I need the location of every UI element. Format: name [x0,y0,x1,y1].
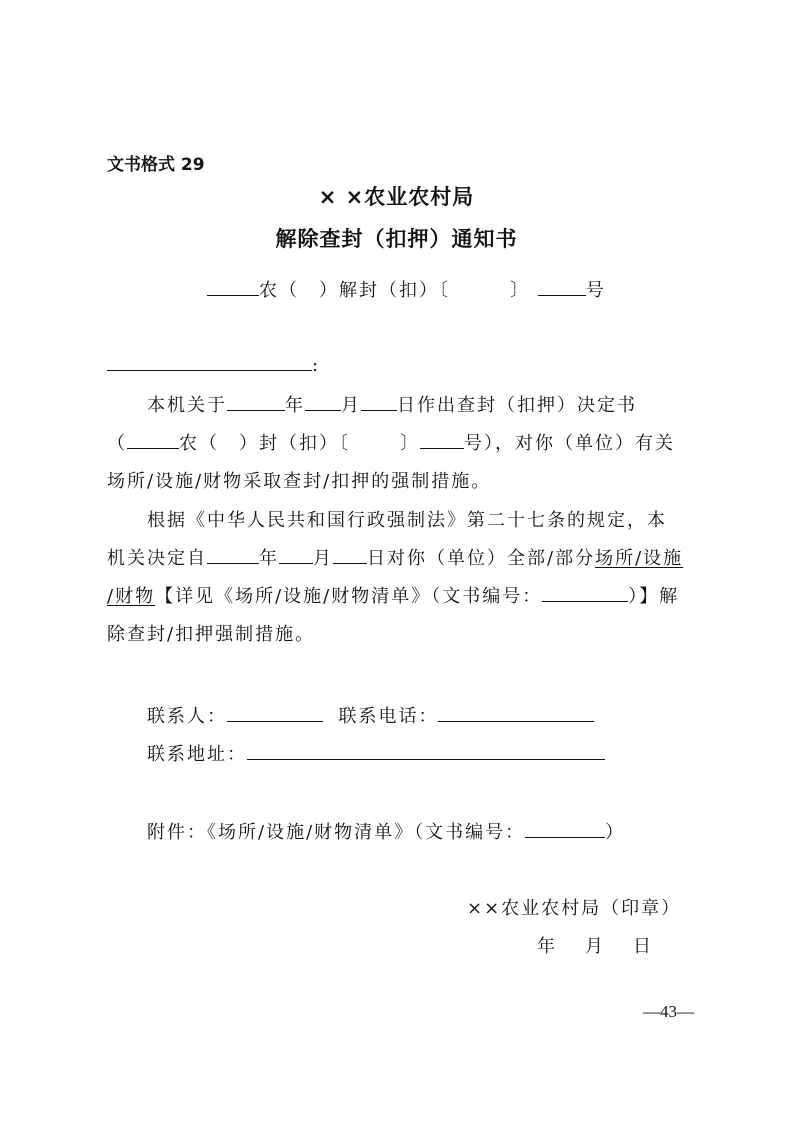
attachment-line [147,818,625,844]
text: 年 [259,548,279,569]
recipient-colon: : [312,355,321,376]
contact-person-label: 联系人： [147,706,227,727]
blank-field [333,545,367,564]
address-line [147,740,605,766]
recipient-blank [107,352,312,371]
paragraph-2-line-3 [107,582,679,608]
contact-phone-label: 联系电话： [338,706,439,727]
issuing-authority-seal: ××农业农村局（印章） [467,898,682,919]
text: 年 [285,395,305,416]
text: 农（ ）封（扣）〔 [179,433,350,454]
recipient-line [107,352,320,376]
text: 机关决定自 [107,548,207,569]
contact-address-blank [247,741,605,760]
blank-field [361,392,397,411]
contact-person-blank [227,703,323,722]
paragraph-2-line-4: 除查封/扣押强制措施。 [107,624,316,645]
text: ） [605,822,626,843]
blank-field [227,392,285,411]
document-format-label: 文书格式 29 [107,155,205,175]
underlined-text: 场所/设施 [595,548,684,569]
text: 日对你（单位）全部/部分 [367,548,596,569]
paragraph-1-line-1 [147,391,637,417]
text: 日作出查封（扣押）决定书 [397,395,637,416]
contact-address-label: 联系地址： [147,744,247,765]
underlined-text: /财物 [107,586,156,607]
text: 月 [313,548,333,569]
paragraph-1-line-3: 场所/设施/财物采取查封/扣押的强制措施。 [107,471,492,492]
document-title: 解除查封（扣押）通知书 [275,227,518,251]
blank-field [538,277,586,296]
doc-number-text: 农（ ）解封（扣）〔 [259,280,450,301]
issuing-authority-title: × ×农业农村局 [318,185,475,209]
blank-field [279,545,313,564]
doc-number-text: 〕 [510,280,530,301]
document-number-line [207,276,606,302]
text: 号），对你（单位）有关 [464,433,675,454]
doc-number-suffix: 号 [585,280,606,301]
blank-field [305,392,341,411]
paragraph-2-line-1: 根据《中华人民共和国行政强制法》第二十七条的规定，本 [147,510,667,531]
text: （ [107,433,127,454]
paragraph-2-line-2 [107,544,683,570]
blank-field [207,545,259,564]
contact-phone-blank [438,703,594,722]
blank-field [420,430,464,449]
issue-date: 年 月 日 [537,936,657,957]
text: 月 [341,395,361,416]
text: 〕 [400,433,420,454]
contact-line [147,702,594,728]
blank-field [542,583,628,602]
text: 本机关于 [147,395,227,416]
blank-field [127,430,179,449]
attachment-blank [525,819,605,838]
text: 【详见《场所/设施/财物清单》（文书编号： [155,586,543,607]
attachment-label: 附件：《场所/设施/财物清单》（文书编号： [147,822,526,843]
paragraph-1-line-2 [107,429,675,455]
blank-field [207,277,259,296]
text: ）】解 [628,586,680,607]
page-number: —43— [643,1002,694,1021]
